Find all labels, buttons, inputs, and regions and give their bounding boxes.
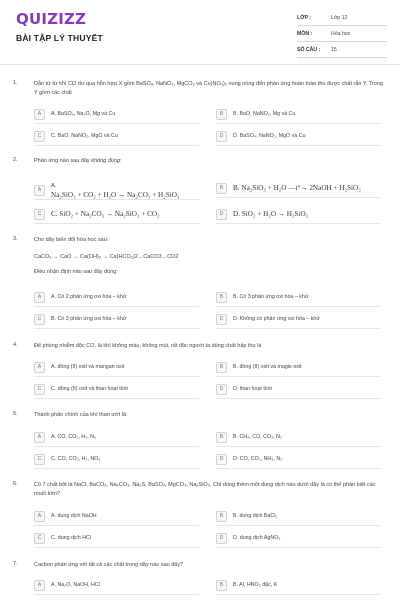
- option-text: C. CO, CO₂, H₂, NO₂: [51, 455, 101, 462]
- option-text: B. Có 3 phản ứng oxi hóa – khử: [51, 315, 127, 322]
- option-letter-box: B: [216, 109, 227, 120]
- question-number: 6.: [13, 481, 18, 487]
- divider: [216, 376, 381, 377]
- divider: [34, 123, 199, 124]
- divider: [34, 376, 199, 377]
- option-text: D. CO, CO₂, NH₃, N₂: [233, 455, 283, 462]
- question-subtext: Điều nhận định nào sau đây đúng:: [34, 269, 118, 275]
- option-d[interactable]: [216, 452, 381, 467]
- meta-label: SỐ CÂU :: [297, 47, 321, 53]
- option-d[interactable]: [216, 531, 381, 546]
- divider: [216, 123, 381, 124]
- quizizz-logo: QUIZIZZ: [16, 10, 87, 28]
- page-title: BÀI TẬP LÝ THUYẾT: [16, 33, 103, 43]
- divider: [297, 57, 387, 58]
- option-text: B. CH₄, CO, CO₂, N₂: [233, 433, 282, 440]
- option-letter-box: B: [216, 292, 227, 303]
- divider: [216, 525, 381, 526]
- option-text: C. đồng (II) oxit và than hoạt tính: [51, 385, 129, 392]
- option-letter-box: B: [216, 432, 227, 443]
- option-text: C. SiO₂ + Na₂CO₃ → Na₂SiO₃ + CO₂: [51, 209, 160, 218]
- divider: [216, 446, 381, 447]
- option-letter-box: B: [216, 580, 227, 591]
- option-a[interactable]: [34, 107, 199, 122]
- divider: [216, 306, 381, 307]
- option-text: D. Không có phản ứng oxi hóa – khử: [233, 315, 320, 322]
- option-text: D. SiO₂ + H₂O → H₂SiO₃: [233, 209, 309, 218]
- divider: [34, 223, 199, 224]
- option-letter-box: D: [216, 314, 227, 325]
- option-d[interactable]: [216, 312, 381, 327]
- question-number: 5.: [13, 411, 18, 417]
- question-number: 7.: [13, 561, 18, 567]
- option-text: A. Na₂SiO₃ + CO₂ + H₂O → Na₂CO₃ + H₂SiO₃: [51, 183, 180, 199]
- option-text: D. BaSO₄, NaNO₂, MgO và Cu: [233, 132, 306, 139]
- option-a[interactable]: [34, 183, 199, 198]
- option-text: A. CO, CO₂, H₂, N₂: [51, 433, 97, 440]
- question-text: Phản ứng nào sau đây không đúng:: [34, 158, 122, 164]
- option-a[interactable]: [34, 360, 199, 375]
- option-text: B. Có 3 phản ứng oxi hóa – khử: [233, 293, 309, 300]
- question-number: 3.: [13, 236, 18, 242]
- option-text: B. dung dịch BaCl₂: [233, 512, 278, 519]
- divider: [34, 306, 199, 307]
- question-text: Để phòng nhiễm độc CO, là khí không màu, không mùi, rất độc người ta dùng chất hấp thụ là: [34, 343, 262, 349]
- meta-value: Lớp 12: [331, 15, 348, 21]
- option-letter-box: C: [34, 314, 45, 325]
- option-letter-box: C: [34, 533, 45, 544]
- option-text: B. đồng (II) oxit và magie oxit: [233, 363, 302, 370]
- question-number: 1.: [13, 80, 18, 86]
- option-letter-box: A: [34, 185, 45, 196]
- question-text: Có 7 chất bột là NaCl, BaCO₃, Na₂CO₃, Na₂S, BaSO₄, MgCO₃, Na₂SiO₃. Chỉ dùng thêm một dung dịch nào dưới đây là có thể phân biệt các muối trên?: [34, 482, 376, 497]
- option-letter-box: D: [216, 209, 227, 220]
- question-number: 4.: [13, 342, 18, 348]
- option-text: A. BaSO₄, Na₂O, Mg và Cu: [51, 110, 116, 117]
- option-d[interactable]: [216, 129, 381, 144]
- option-text: A. Có 2 phản ứng oxi hóa – khử: [51, 293, 127, 300]
- divider: [216, 328, 381, 329]
- option-letter-box: C: [34, 454, 45, 465]
- option-letter-box: D: [216, 454, 227, 465]
- option-letter-box: A: [34, 292, 45, 303]
- divider: [34, 468, 199, 469]
- option-text: D. than hoạt tính: [233, 385, 273, 392]
- meta-count: [297, 42, 387, 58]
- divider: [34, 145, 199, 146]
- meta-label: MÔN :: [297, 31, 313, 37]
- option-a[interactable]: [34, 509, 199, 524]
- divider: [34, 328, 199, 329]
- option-text: B. Na₂SiO₃ + H₂O —t°→ 2NaOH + H₂SiO₃: [233, 183, 361, 192]
- option-c[interactable]: [34, 129, 199, 144]
- divider: [216, 594, 381, 595]
- option-letter-box: B: [216, 183, 227, 194]
- option-letter-box: A: [34, 580, 45, 591]
- option-letter-box: B: [216, 362, 227, 373]
- option-c[interactable]: [34, 531, 199, 546]
- meta-subject: [297, 26, 387, 42]
- option-letter-box: D: [216, 384, 227, 395]
- option-b[interactable]: [216, 107, 381, 122]
- header-divider: [0, 64, 400, 65]
- divider: [34, 525, 199, 526]
- reaction-chain: CaCO₃ → CaO → Ca(OH)₂ → Ca(HCO₃)2→CaCO3→CO2: [34, 254, 179, 260]
- divider: [216, 398, 381, 399]
- option-text: A. đồng (II) oxit và mangan oxit: [51, 363, 125, 370]
- option-letter-box: D: [216, 131, 227, 142]
- option-d[interactable]: [216, 207, 381, 222]
- option-letter-box: A: [34, 109, 45, 120]
- question-text: Cho dãy biến đổi hóa học sau:: [34, 237, 109, 243]
- divider: [216, 468, 381, 469]
- option-d[interactable]: [216, 382, 381, 397]
- emphasis-text: không đúng: [91, 158, 120, 164]
- option-b[interactable]: [216, 360, 381, 375]
- option-a[interactable]: [34, 290, 199, 305]
- divider: [34, 446, 199, 447]
- option-letter-box: B: [216, 511, 227, 522]
- divider: [216, 223, 381, 224]
- option-letter-box: C: [34, 131, 45, 142]
- option-b[interactable]: [216, 290, 381, 305]
- option-b[interactable]: [216, 509, 381, 524]
- option-letter-box: A: [34, 432, 45, 443]
- divider: [216, 197, 381, 198]
- option-letter-box: A: [34, 362, 45, 373]
- divider: [216, 547, 381, 548]
- option-text: C. dung dịch HCl: [51, 534, 92, 541]
- option-a[interactable]: [34, 578, 199, 593]
- meta-value: Hóa học: [331, 31, 351, 37]
- option-text: C. BaO, NaNO₂, MgO và Cu: [51, 132, 118, 139]
- option-c[interactable]: [34, 312, 199, 327]
- option-text: B. Al, HNO₃ đặc, K: [233, 581, 278, 588]
- option-c[interactable]: [34, 452, 199, 467]
- meta-label: LỚP :: [297, 15, 312, 21]
- divider: [34, 547, 199, 548]
- option-text: A. dung dịch NaOH: [51, 512, 97, 519]
- option-c[interactable]: [34, 207, 199, 222]
- divider: [216, 145, 381, 146]
- meta-value: 15: [331, 47, 337, 53]
- question-number: 2.: [13, 157, 18, 163]
- option-letter-box: C: [34, 384, 45, 395]
- option-letter-box: A: [34, 511, 45, 522]
- meta-class: [297, 10, 387, 26]
- question-text: Dẫn từ từ khí CO dư qua hỗn hợp X gồm BaSO₄, NaNO₃, MgCO₃ và Cu(NO₃)₂ nung nóng đến phản ứng hoàn toàn thu được chất rắn Y. Trong Y gồm các chất: [34, 81, 383, 96]
- option-text: D. dung dịch AgNO₃: [233, 534, 281, 541]
- option-text: A. Na₂O, NaOH, HCl: [51, 581, 100, 588]
- question-text: Cacbon phản ứng với tất cả các chất trong dãy nào sau đây?: [34, 562, 184, 568]
- option-b[interactable]: [216, 181, 381, 196]
- divider: [34, 199, 199, 200]
- divider: [34, 398, 199, 399]
- option-letter-box: C: [34, 209, 45, 220]
- question-text: Thành phần chính của khí than ướt là:: [34, 412, 128, 418]
- divider: [34, 594, 199, 595]
- option-letter-box: D: [216, 533, 227, 544]
- option-a[interactable]: [34, 430, 199, 445]
- option-b[interactable]: [216, 578, 381, 593]
- option-c[interactable]: [34, 382, 199, 397]
- option-text: B. BaO, NaNO₂, Mg và Cu: [233, 110, 296, 117]
- option-b[interactable]: [216, 430, 381, 445]
